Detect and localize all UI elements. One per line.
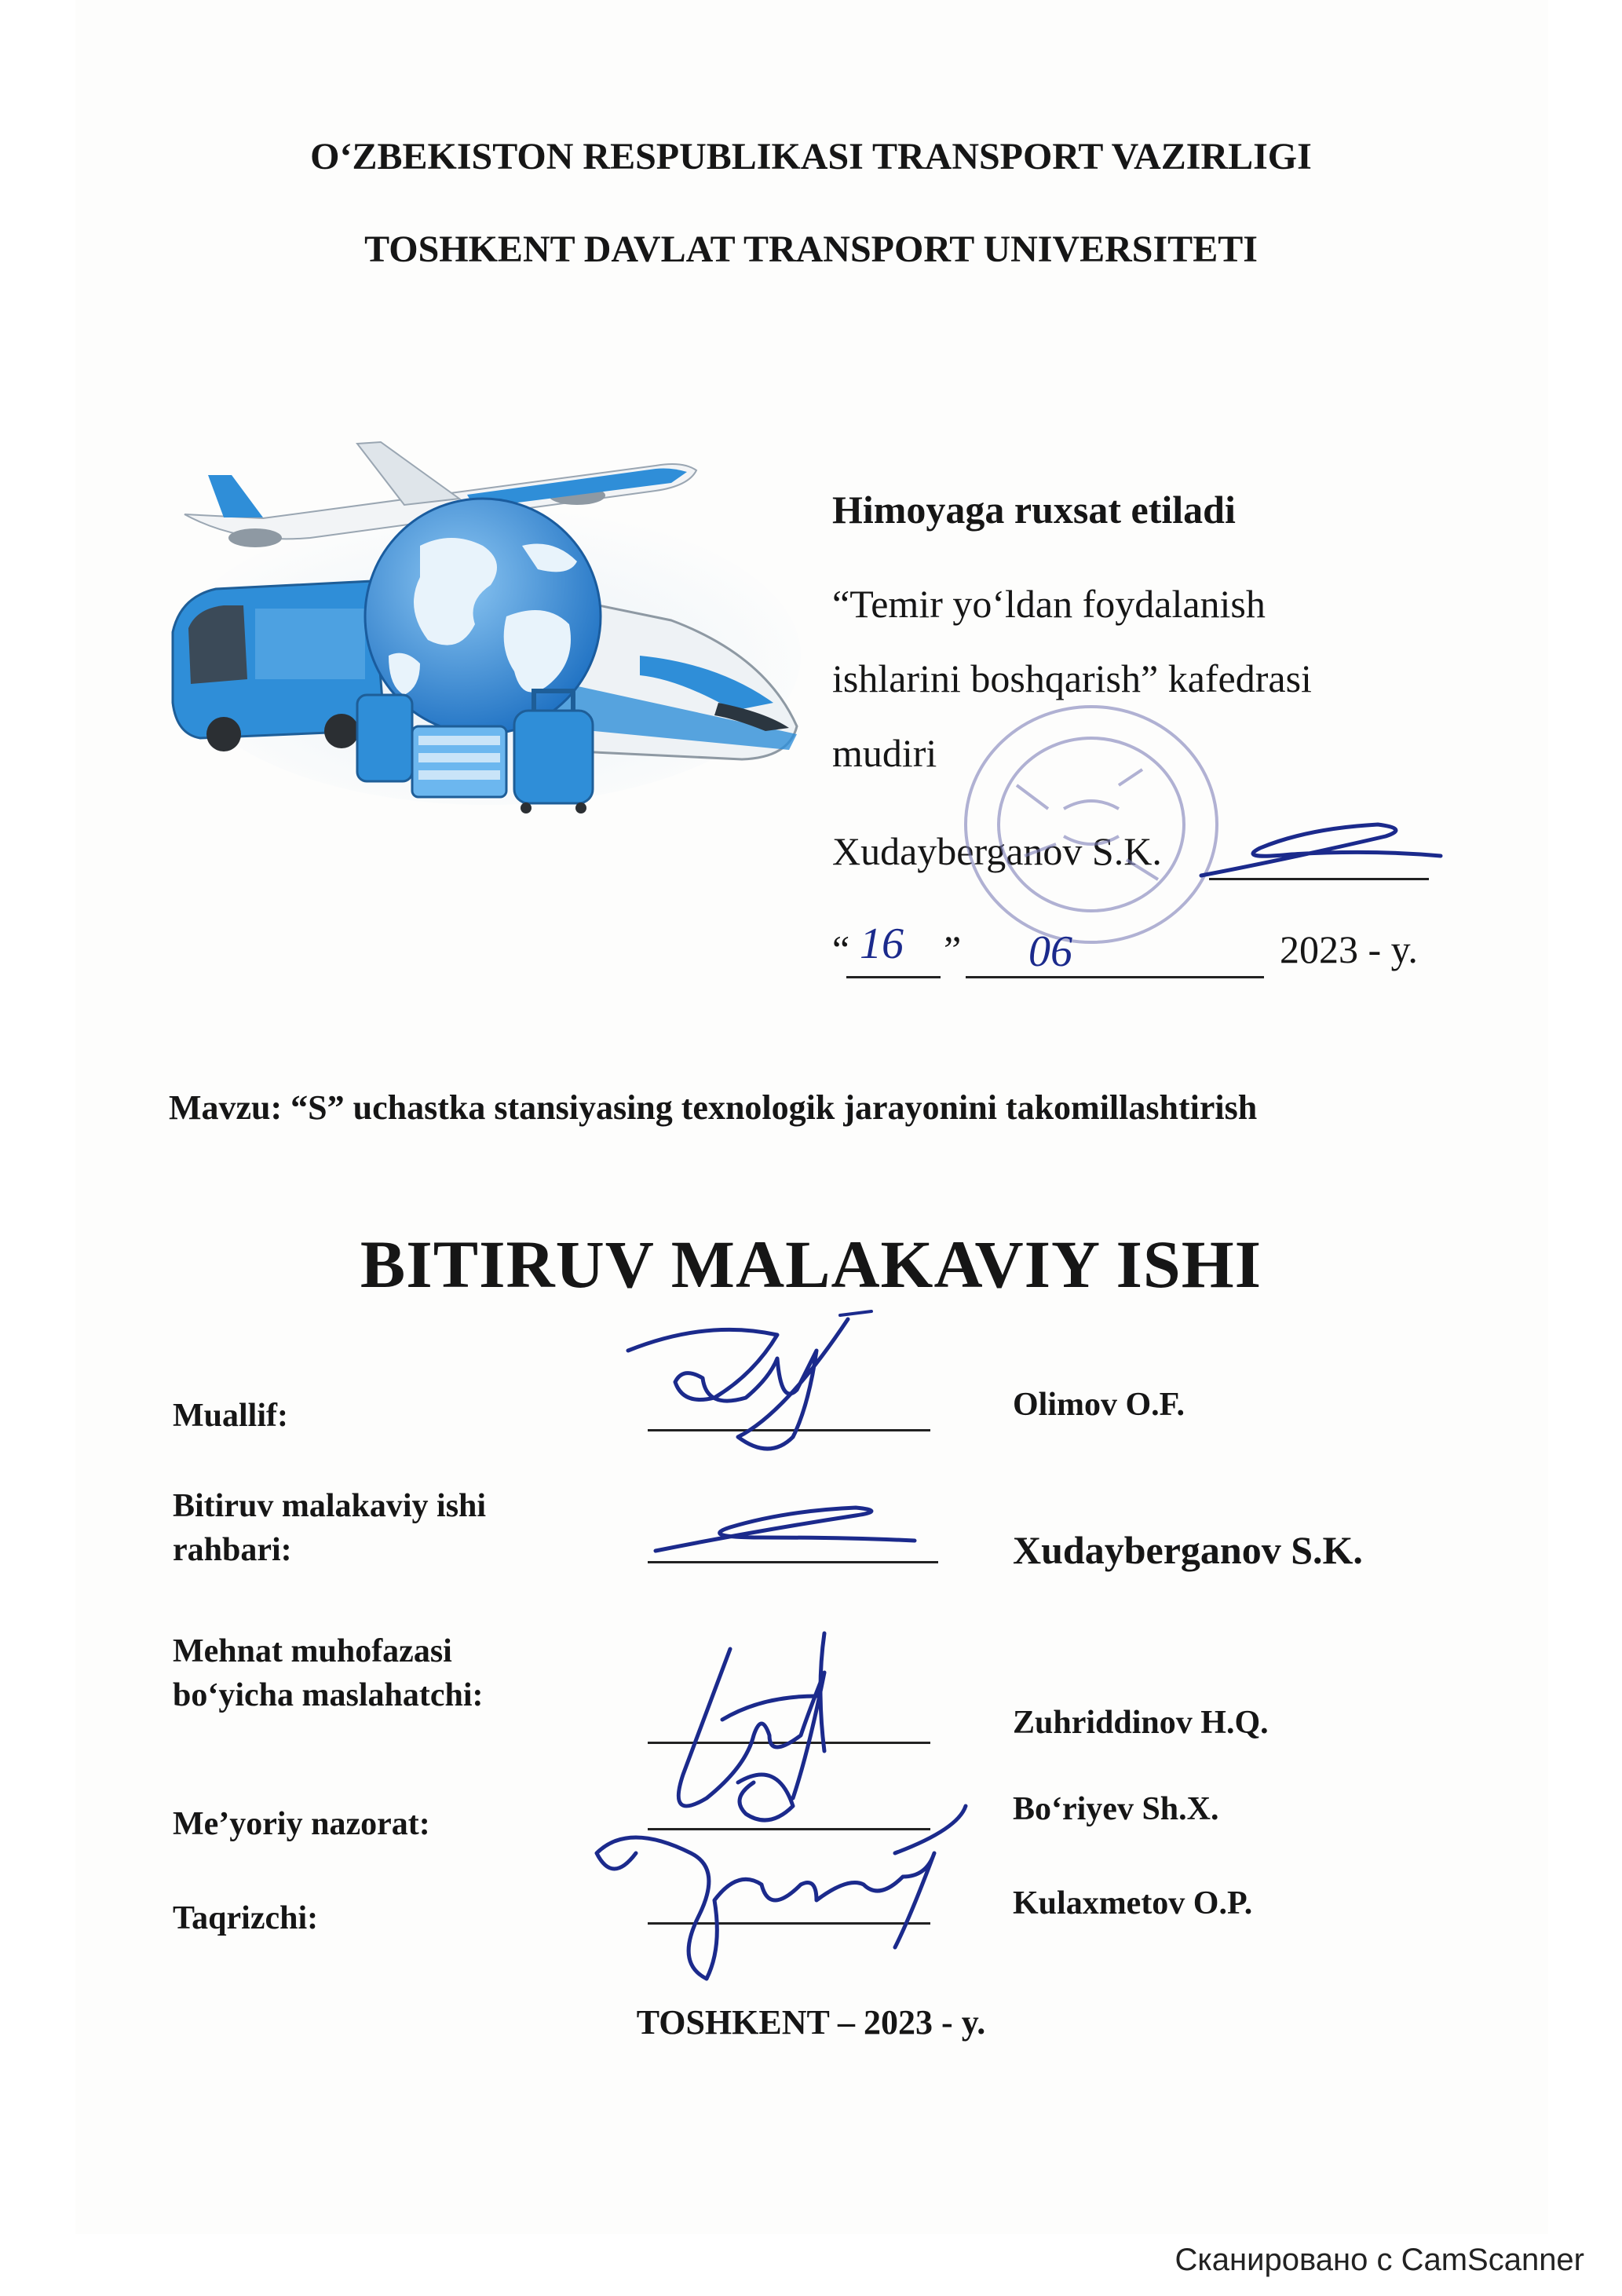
date-day-line	[846, 976, 941, 978]
footer-city-year: TOSHKENT – 2023 - y.	[636, 2003, 986, 2042]
role-normative-control: Me’yoriy nazorat:	[173, 1806, 430, 1842]
scanner-watermark: Сканировано с CamScanner	[1174, 2243, 1584, 2277]
head-of-department-name: Xudayberganov S.K.	[832, 829, 1162, 873]
ministry-heading: O‘ZBEKISTON RESPUBLIKASI TRANSPORT VAZIRLIGI	[310, 136, 1312, 177]
date-month-line	[966, 976, 1264, 978]
reviewer-name: Kulaxmetov O.P.	[1013, 1885, 1253, 1921]
approval-line-2: ishlarini boshqarish” kafedrasi	[832, 656, 1312, 700]
thesis-topic: Mavzu: “S” uchastka stansiyasing texnologik jarayonini takomillashtirish	[169, 1088, 1258, 1127]
date-close-quote: ”	[944, 927, 962, 971]
role-supervisor: Bitiruv malakaviy ishi rahbari:	[173, 1488, 487, 1568]
consultants-signatures	[565, 1618, 974, 1987]
bus-icon	[173, 581, 385, 751]
university-heading: TOSHKENT DAVLAT TRANSPORT UNIVERSITETI	[364, 229, 1258, 270]
date-open-quote: “	[832, 927, 850, 971]
supervisor-signature	[644, 1500, 926, 1570]
approval-line-1: “Temir yo‘ldan foydalanish	[832, 582, 1266, 626]
date-day: 16	[860, 919, 904, 968]
head-signature	[1189, 817, 1448, 887]
approval-title: Himoyaga ruxsat etiladi	[832, 488, 1236, 532]
date-year: 2023 - y.	[1280, 927, 1418, 971]
normative-control-name: Bo‘riyev Sh.X.	[1013, 1791, 1219, 1827]
date-month: 06	[1028, 927, 1072, 976]
approval-line-3: mudiri	[832, 731, 937, 775]
author-signature	[612, 1303, 887, 1468]
university-stamp	[954, 691, 1229, 958]
role-safety-consultant: Mehnat muhofazasi bo‘yicha maslahatchi:	[173, 1633, 484, 1713]
role-author: Muallif:	[173, 1398, 288, 1434]
document-title: BITIRUV MALAKAVIY ISHI	[360, 1227, 1262, 1302]
supervisor-name: Xudayberganov S.K.	[1013, 1528, 1363, 1572]
transport-illustration	[169, 420, 805, 813]
safety-consultant-name: Zuhriddinov H.Q.	[1013, 1705, 1269, 1741]
role-reviewer: Taqrizchi:	[173, 1900, 319, 1936]
author-name: Olimov O.F.	[1013, 1387, 1185, 1423]
